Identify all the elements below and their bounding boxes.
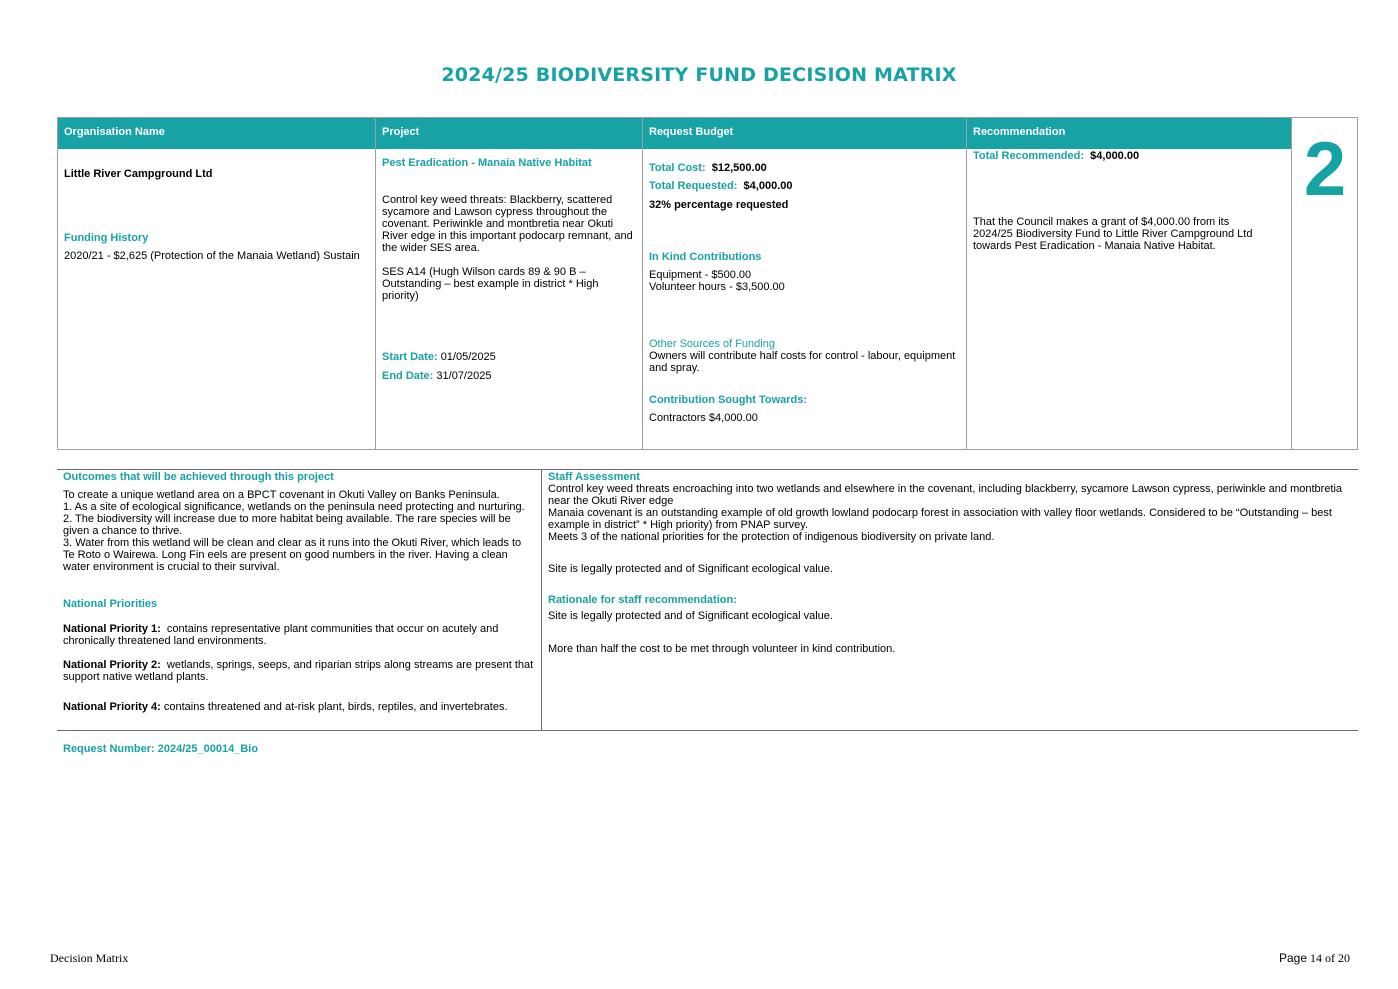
other-funding-text: Owners will contribute half costs for control - labour, equipment and spray. bbox=[649, 350, 956, 374]
rationale-line-1: Site is legally protected and of Significant ecological value. bbox=[548, 610, 833, 622]
contribution-text: Contractors $4,000.00 bbox=[649, 412, 758, 424]
end-date-label: End Date: bbox=[382, 370, 434, 382]
total-requested-value: $4,000.00 bbox=[743, 180, 793, 192]
recommendation-column bbox=[967, 118, 1292, 449]
budget-header: Request Budget bbox=[643, 118, 966, 149]
other-funding-label: Other Sources of Funding bbox=[649, 338, 775, 350]
national-priority-4-text: contains threatened and at-risk plant, birds, reptiles, and invertebrates. bbox=[163, 701, 508, 713]
rationale-line-2: More than half the cost to be met through volunteer in kind contribution. bbox=[548, 643, 896, 655]
national-priority-2-label: National Priority 2: bbox=[63, 659, 161, 671]
project-column bbox=[376, 118, 643, 449]
total-cost-row bbox=[649, 162, 960, 174]
staff-assessment-line-1: Control key weed threats encroaching into two wetlands and elsewhere in the covenant, including blackberry, sycamore Lawson cypress, periwinkle and montbretia near the Okuti River edge bbox=[548, 483, 1343, 507]
staff-assessment-line-3: Meets 3 of the national priorities for the protection of indigenous biodiversity on private land. bbox=[548, 531, 995, 543]
organisation-header: Organisation Name bbox=[58, 118, 375, 149]
page-title: 2024/25 BIODIVERSITY FUND DECISION MATRIX bbox=[441, 64, 957, 86]
funding-history-text: 2020/21 - $2,625 (Protection of the Manaia Wetland) Sustain bbox=[64, 250, 360, 262]
project-ses: SES A14 (Hugh Wilson cards 89 & 90 B – Outstanding – best example in district * High priority) bbox=[382, 266, 599, 302]
national-priority-4 bbox=[63, 701, 535, 713]
in-kind-equipment: Equipment - $500.00 bbox=[649, 269, 752, 281]
start-date-label: Start Date: bbox=[382, 351, 438, 363]
outcomes-text bbox=[63, 489, 535, 573]
rationale-label: Rationale for staff recommendation: bbox=[548, 594, 737, 606]
in-kind-label: In Kind Contributions bbox=[649, 251, 762, 263]
recommendation-text: That the Council makes a grant of $4,000.00 from its 2024/25 Biodiversity Fund to Little River Campground Ltd towards Pest Eradication - Manaia Native Habitat. bbox=[973, 216, 1253, 252]
end-date-row bbox=[382, 370, 636, 382]
item-number-column bbox=[1292, 118, 1358, 449]
total-cost-label: Total Cost: bbox=[649, 162, 706, 174]
assessment-section bbox=[57, 469, 1358, 731]
national-priority-1-text: contains representative plant communities that occur on acutely and chronically threatened land environments. bbox=[63, 623, 499, 647]
staff-assessment-line-2: Manaia covenant is an outstanding example of old growth lowland podocarp forest in association with valley floor wetlands. Considered to be “Outstanding – best example in district” * High priority) from PNAP survey. bbox=[548, 507, 1332, 531]
project-title: Pest Eradication - Manaia Native Habitat bbox=[382, 157, 592, 169]
national-priority-2-text: wetlands, springs, seeps, and riparian strips along streams are present that support native wetland plants. bbox=[63, 659, 534, 683]
total-requested-row bbox=[649, 180, 960, 192]
staff-assessment-label: Staff Assessment bbox=[548, 471, 640, 483]
national-priority-4-label: National Priority 4: bbox=[63, 701, 161, 713]
contribution-label: Contribution Sought Towards: bbox=[649, 394, 808, 406]
staff-assessment-line-4: Site is legally protected and of Significant ecological value. bbox=[548, 563, 833, 575]
outcomes-label: Outcomes that will be achieved through this project bbox=[63, 471, 334, 483]
footer-page-count: 14 of 20 bbox=[1310, 951, 1350, 965]
national-priorities-label: National Priorities bbox=[63, 598, 158, 610]
total-requested-label: Total Requested: bbox=[649, 180, 738, 192]
outcomes-column bbox=[57, 470, 542, 730]
start-date-value: 01/05/2025 bbox=[440, 351, 496, 363]
in-kind-volunteer: Volunteer hours - $3,500.00 bbox=[649, 281, 785, 293]
total-recommended-label: Total Recommended: bbox=[973, 150, 1085, 162]
project-description: Control key weed threats: Blackberry, scattered sycamore and Lawson cypress throughout the covenant. Periwinkle and montbretia near Okuti River edge in this important podocarp remnant, and the wider SES area. bbox=[382, 194, 633, 254]
organisation-column bbox=[58, 118, 376, 449]
total-recommended-row bbox=[973, 150, 1285, 162]
organisation-name: Little River Campground Ltd bbox=[64, 168, 213, 180]
footer-page-word: Page bbox=[1278, 951, 1307, 965]
national-priority-1 bbox=[63, 623, 535, 647]
outcomes-item-3: 3. Water from this wetland will be clean and clear as it runs into the Okuti River, which leads to Te Roto o Wairewa. Long Fin eels are present on good numbers in the river. Having a clean water environment is crucial to their survival. bbox=[63, 537, 522, 573]
national-priority-2 bbox=[63, 659, 535, 683]
footer-document-name: Decision Matrix bbox=[50, 951, 129, 965]
item-number: 2 bbox=[1303, 127, 1347, 212]
decision-matrix-table bbox=[57, 117, 1358, 450]
outcomes-item-1: 1. As a site of ecological significance, wetlands on the peninsula need protecting and nurturing. bbox=[63, 501, 525, 513]
staff-assessment-column bbox=[542, 470, 1358, 730]
percentage-requested: 32% percentage requested bbox=[649, 199, 789, 211]
project-header: Project bbox=[376, 118, 642, 149]
funding-history-label: Funding History bbox=[64, 232, 149, 244]
national-priority-1-label: National Priority 1: bbox=[63, 623, 161, 635]
start-date-row bbox=[382, 351, 636, 363]
outcomes-intro: To create a unique wetland area on a BPCT covenant in Okuti Valley on Banks Peninsula. bbox=[63, 489, 500, 501]
staff-assessment-text bbox=[548, 483, 1350, 543]
total-cost-value: $12,500.00 bbox=[711, 162, 767, 174]
footer-page-number bbox=[1279, 951, 1350, 966]
total-recommended-value: $4,000.00 bbox=[1090, 150, 1140, 162]
outcomes-item-2: 2. The biodiversity will increase due to more habitat being available. The rare species will be given a chance to thrive. bbox=[63, 513, 511, 537]
end-date-value: 31/07/2025 bbox=[436, 370, 492, 382]
recommendation-header: Recommendation bbox=[967, 118, 1291, 149]
request-number: Request Number: 2024/25_00014_Bio bbox=[63, 743, 259, 755]
budget-column bbox=[643, 118, 967, 449]
